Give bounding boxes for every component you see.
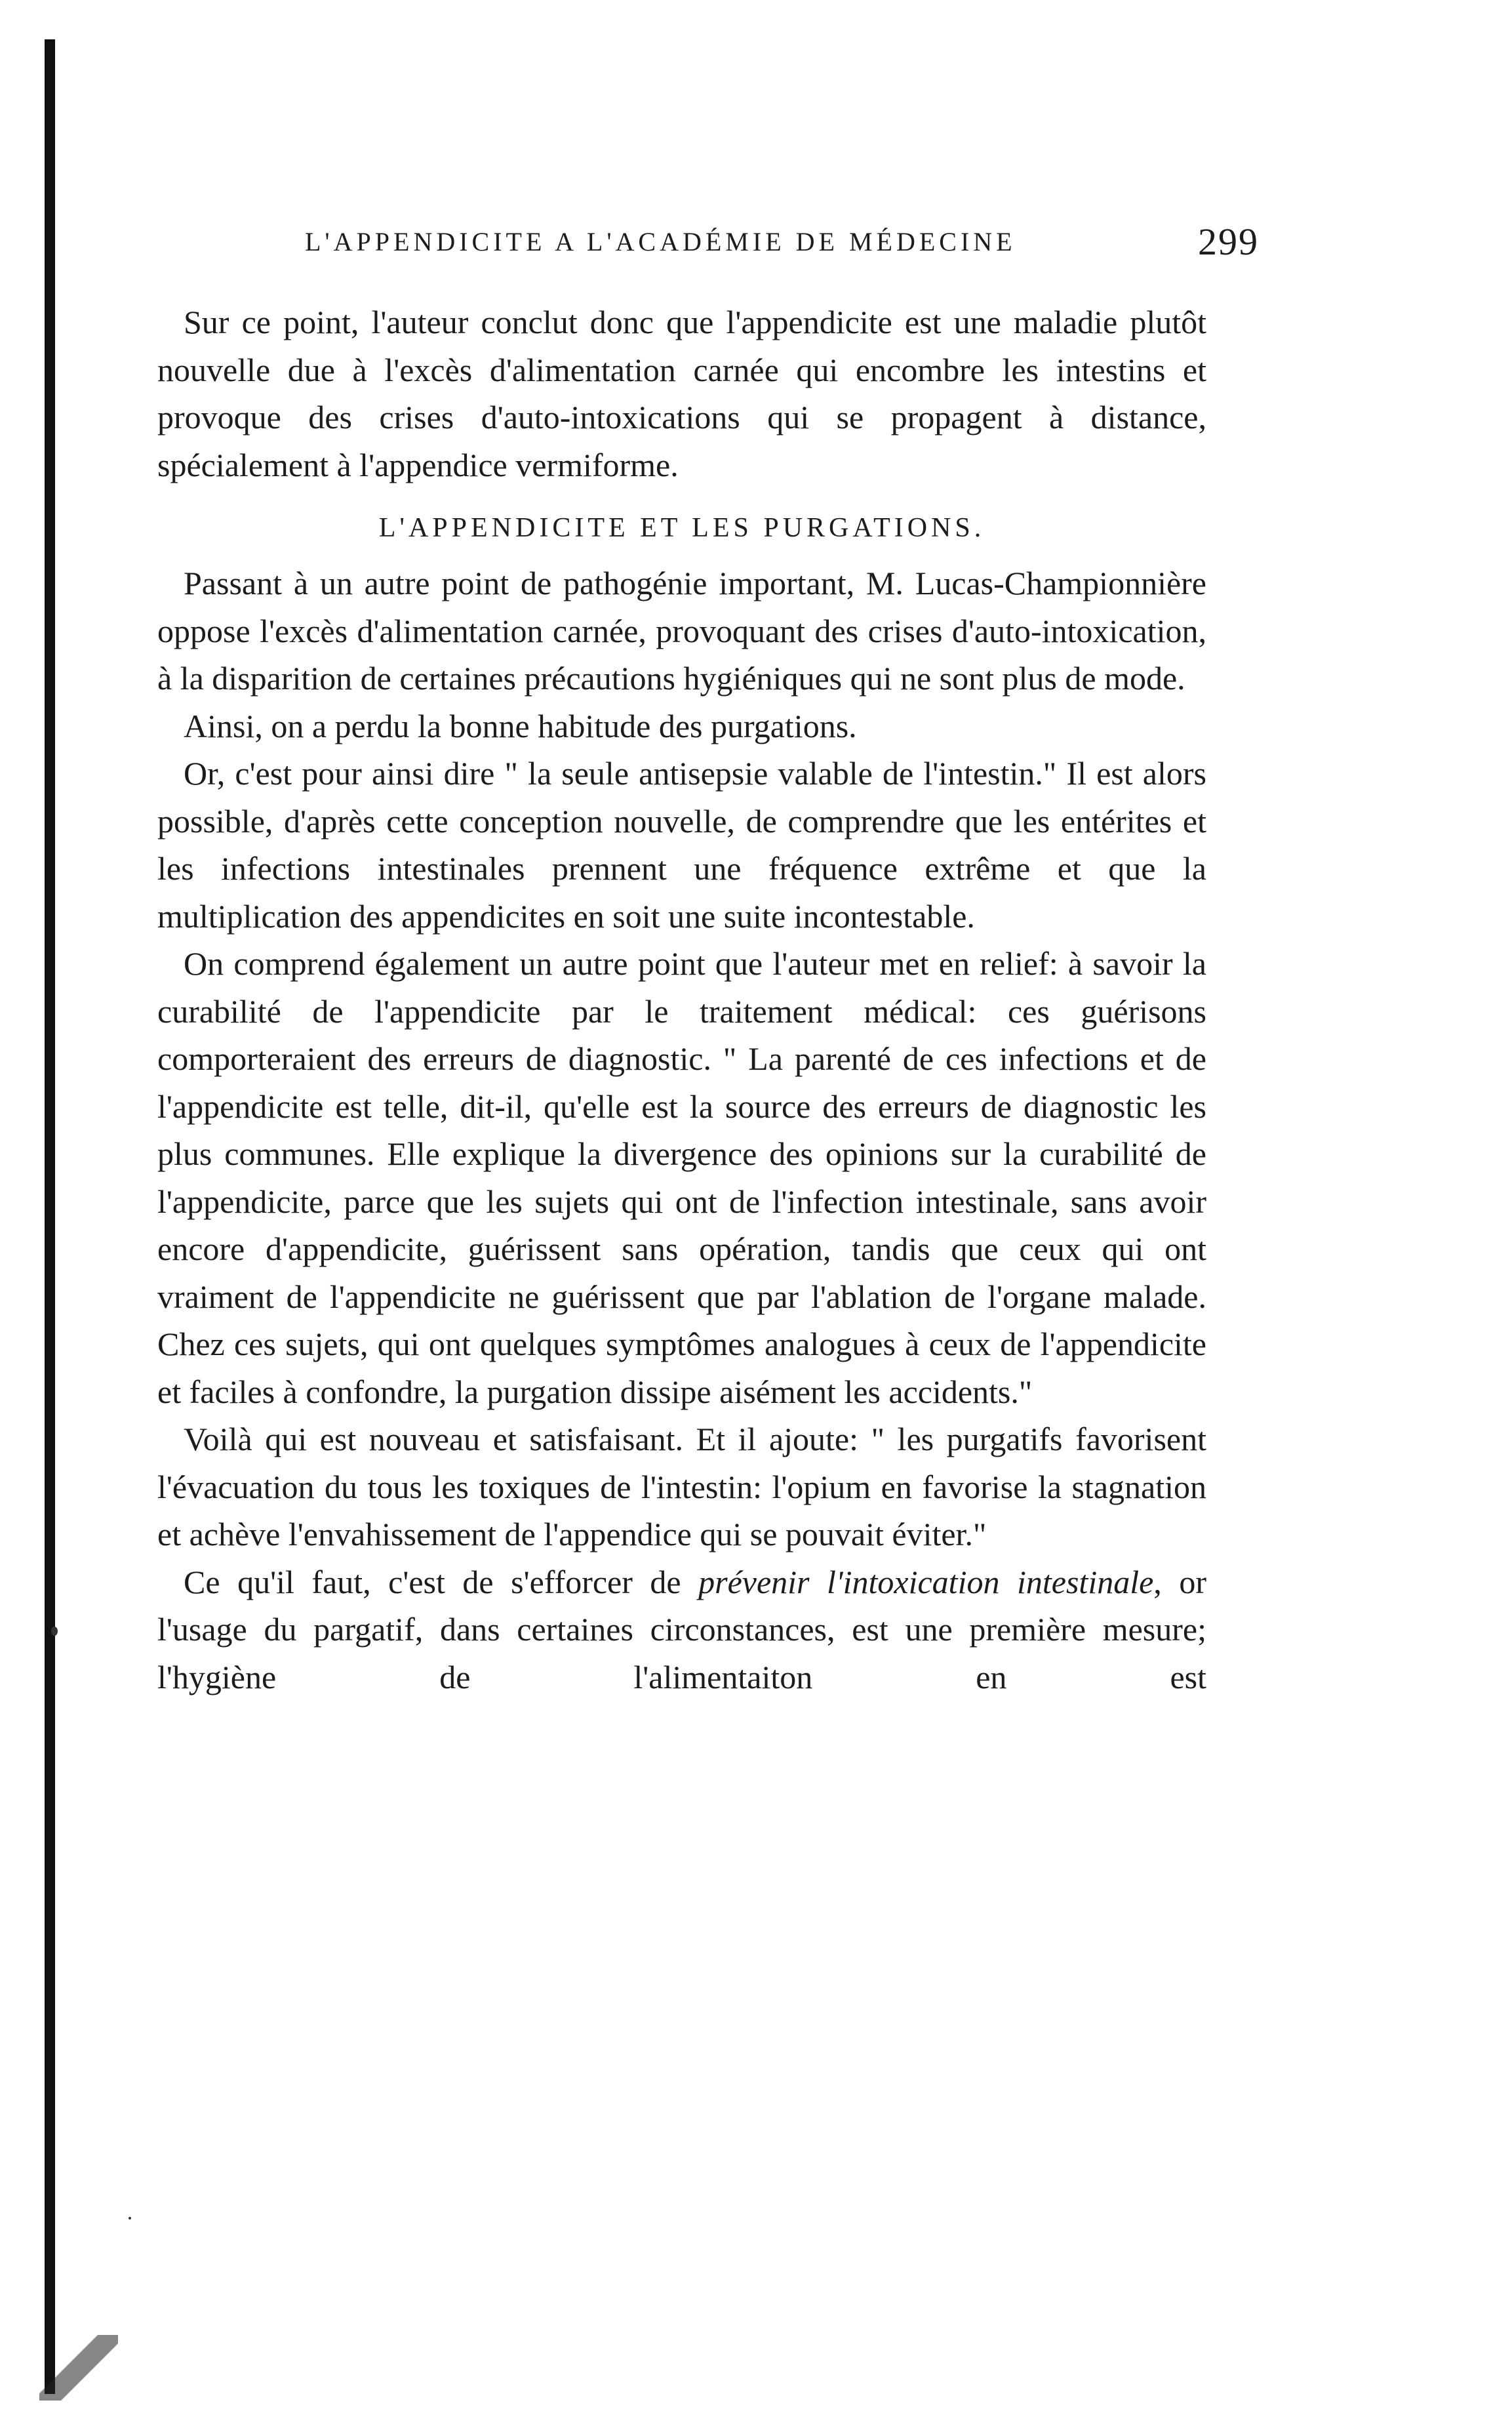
page-corner-smudge — [39, 2335, 118, 2401]
paragraph: Sur ce point, l'auteur conclut donc que l'appendicite est une maladie plutôt nouvelle due à l'excès d'alimentation carnée qui encombre les intestins et provoque des crises d'auto-intoxications qui se propagent à distance, spécialement à l'appendice vermiforme. — [157, 304, 1206, 483]
page-number: 299 — [1198, 220, 1259, 263]
running-title: L'APPENDICITE A L'ACADÉMIE DE MÉDECINE — [305, 227, 1016, 256]
paragraph — [157, 1558, 1206, 1701]
speck-mark — [129, 2217, 131, 2220]
paragraph: Voilà qui est nouveau et satisfaisant. Et il ajoute: " les purgatifs favorisent l'évacuation du tous les toxiques de l'intestin: l'opium en favorise la stagnation et achève l'envahissement de l'appendice qui se pouvait éviter." — [157, 1421, 1206, 1552]
section-heading: L'APPENDICITE ET LES PURGATIONS. — [378, 513, 985, 543]
paragraph-text: , or l'usage du pargatif, dans certaines circonstances, est une première mesure; l'hygiène de l'alimentaiton en est — [157, 1563, 1206, 1695]
emphasized-text: prévenir l'intoxication intestinale — [698, 1563, 1154, 1600]
page-binding-edge — [45, 39, 55, 2394]
body-text — [157, 298, 1206, 1701]
paragraph: Ainsi, on a perdu la bonne habitude des purgations. — [184, 707, 857, 744]
paragraph: Passant à un autre point de pathogénie important, M. Lucas-Championnière oppose l'excès d'alimentation carnée, provoquant des crises d'auto-intoxication, à la disparition de certaines précautions hygiéniques qui ne sont plus de mode. — [157, 565, 1206, 697]
paragraph-text: Ce qu'il faut, c'est de s'efforcer de — [184, 1563, 699, 1600]
page-header — [305, 220, 1259, 272]
paragraph: On comprend également un autre point que l'auteur met en relief: à savoir la curabilité de l'appendicite par le traitement médical: ces guérisons comporteraient des erreurs de diagnostic. " La parenté de ces infections et de l'appendicite est telle, dit-il, qu'elle est la source des erreurs de diagnostic les plus communes. Elle explique la divergence des opinions sur la curabilité de l'appendicite, parce que les sujets qui ont de l'infection intestinale, sans avoir encore d'appendicite, guérissent sans opération, tandis que ceux qui ont vraiment de l'appendicite ne guérissent que par l'ablation de l'organe malade. Chez ces sujets, qui ont quelques symptômes analogues à ceux de l'appendicite et faciles à confondre, la purgation dissipe aisément les accidents." — [157, 945, 1206, 1410]
speck-mark — [51, 1627, 58, 1636]
paragraph: Or, c'est pour ainsi dire " la seule antisepsie valable de l'intestin." Il est alors possible, d'après cette conception nouvelle, de comprendre que les entérites et les infections intestinales prennent une fréquence extrême et que la multiplication des appendicites en soit une suite incontestable. — [157, 755, 1206, 935]
